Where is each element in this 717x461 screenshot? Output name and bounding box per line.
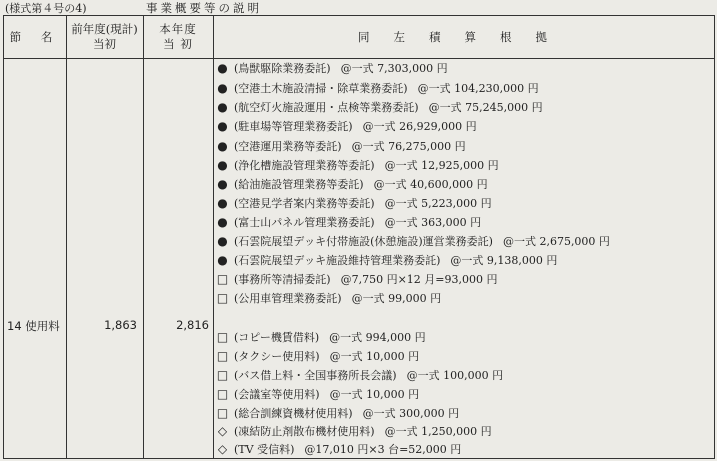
item-label: (鳥獣駆除業務委託)	[234, 62, 331, 75]
item-amount: @一式 104,230,000 円	[417, 82, 539, 95]
item-label: (空港運用業務等委託)	[234, 140, 342, 153]
item-marker: ●	[217, 196, 228, 210]
explanation-table	[3, 15, 715, 459]
header-previous-year: 前年度(現計) 当初	[71, 22, 138, 51]
item-marker: □	[216, 406, 229, 420]
basis-item	[216, 440, 461, 458]
basis-item	[216, 385, 419, 403]
item-amount: @一式 26,929,000 円	[362, 120, 477, 133]
item-amount: @一式 10,000 円	[329, 350, 420, 363]
item-marker: ◇	[217, 442, 228, 456]
item-marker: □	[216, 387, 229, 401]
basis-item	[216, 59, 448, 77]
item-label: (空港見学者案内業務等委託)	[234, 197, 375, 210]
item-marker: ●	[217, 139, 228, 153]
item-marker: ●	[217, 100, 228, 114]
item-amount: @一式 99,000 円	[351, 292, 442, 305]
header-current-year: 本年度 当 初	[159, 22, 197, 51]
item-marker: ●	[217, 61, 228, 75]
item-marker: ◇	[217, 424, 228, 438]
item-label: (バス借上料・全国事務所長会議)	[234, 369, 397, 382]
column-divider	[66, 16, 67, 458]
basis-item	[216, 156, 499, 174]
item-amount: @一式 40,600,000 円	[373, 178, 488, 191]
item-amount: @一式 10,000 円	[329, 388, 420, 401]
basis-item	[216, 98, 543, 116]
item-label: (公用車管理業務委託)	[234, 292, 342, 305]
item-marker: □	[216, 291, 229, 305]
column-divider	[213, 16, 214, 458]
item-amount: @17,010 円×3 台=52,000 円	[304, 443, 462, 456]
basis-item	[216, 422, 492, 440]
item-amount: @一式 5,223,000 円	[384, 197, 492, 210]
item-marker: □	[216, 368, 229, 382]
basis-item	[216, 79, 539, 97]
item-marker: ●	[217, 234, 228, 248]
item-label: (富士山パネル管理業務委託)	[234, 216, 375, 229]
item-amount: @一式 7,303,000 円	[340, 62, 448, 75]
item-label: (航空灯火施設運用・点検等業務委託)	[234, 101, 419, 114]
item-label: (タクシー使用料)	[234, 350, 320, 363]
item-amount: @一式 9,138,000 円	[450, 254, 558, 267]
item-label: (浄化槽施設管理業務等委託)	[234, 159, 375, 172]
item-label: (総合訓練資機材使用料)	[234, 407, 353, 420]
item-label: (石雲院展望デッキ付帯施設(休憩施設)運営業務委託)	[234, 235, 493, 248]
item-marker: □	[216, 272, 229, 286]
basis-item	[216, 328, 426, 346]
basis-item	[216, 404, 459, 422]
item-amount: @7,750 円×12 月=93,000 円	[340, 273, 498, 286]
item-label: (事務所等清掃委託)	[234, 273, 331, 286]
item-label: (駐車場等管理業務委託)	[234, 120, 353, 133]
item-marker: ●	[217, 81, 228, 95]
basis-item	[216, 366, 503, 384]
item-label: (TV 受信料)	[234, 443, 295, 456]
item-amount: @一式 994,000 円	[329, 331, 426, 344]
item-label: (石雲院展望デッキ施設維持管理業務委託)	[234, 254, 441, 267]
basis-item	[216, 194, 492, 212]
column-divider	[143, 16, 144, 458]
item-amount: @一式 300,000 円	[362, 407, 460, 420]
basis-item	[216, 289, 441, 307]
document-title: 事業概要等の説明	[146, 1, 262, 15]
item-amount: @一式 76,275,000 円	[351, 140, 466, 153]
basis-item	[216, 251, 557, 269]
basis-item	[216, 213, 481, 231]
item-label: (コピー機賃借料)	[234, 331, 320, 344]
basis-item	[216, 175, 488, 193]
item-marker: ●	[217, 119, 228, 133]
item-marker: ●	[217, 177, 228, 191]
item-label: (会議室等使用料)	[234, 388, 320, 401]
item-label: (空港土木施設清掃・除草業務委託)	[234, 82, 408, 95]
current-year-amount: 2,816	[176, 318, 209, 332]
item-label: (凍結防止剤散布機材使用料)	[234, 425, 375, 438]
item-marker: ●	[217, 253, 228, 267]
previous-year-amount: 1,863	[104, 318, 137, 332]
item-amount: @一式 1,250,000 円	[384, 425, 492, 438]
basis-item	[216, 232, 610, 250]
item-amount: @一式 75,245,000 円	[428, 101, 543, 114]
item-amount: @一式 12,925,000 円	[384, 159, 499, 172]
item-amount: @一式 100,000 円	[406, 369, 504, 382]
form-number: (様式第４号の4)	[5, 2, 87, 15]
section-name-cell: 14 使用料	[7, 319, 60, 333]
item-label: (給油施設管理業務等委託)	[234, 178, 364, 191]
basis-item	[216, 137, 466, 155]
header-section-name: 節 名	[9, 30, 61, 44]
basis-item	[216, 347, 419, 365]
item-marker: ●	[217, 215, 228, 229]
header-calculation-basis: 同左積算根拠	[358, 30, 571, 44]
item-marker: □	[216, 330, 229, 344]
item-marker: ●	[217, 158, 228, 172]
item-amount: @一式 2,675,000 円	[502, 235, 610, 248]
item-marker: □	[216, 349, 229, 363]
basis-item	[216, 270, 498, 288]
item-amount: @一式 363,000 円	[384, 216, 482, 229]
basis-item	[216, 117, 477, 135]
